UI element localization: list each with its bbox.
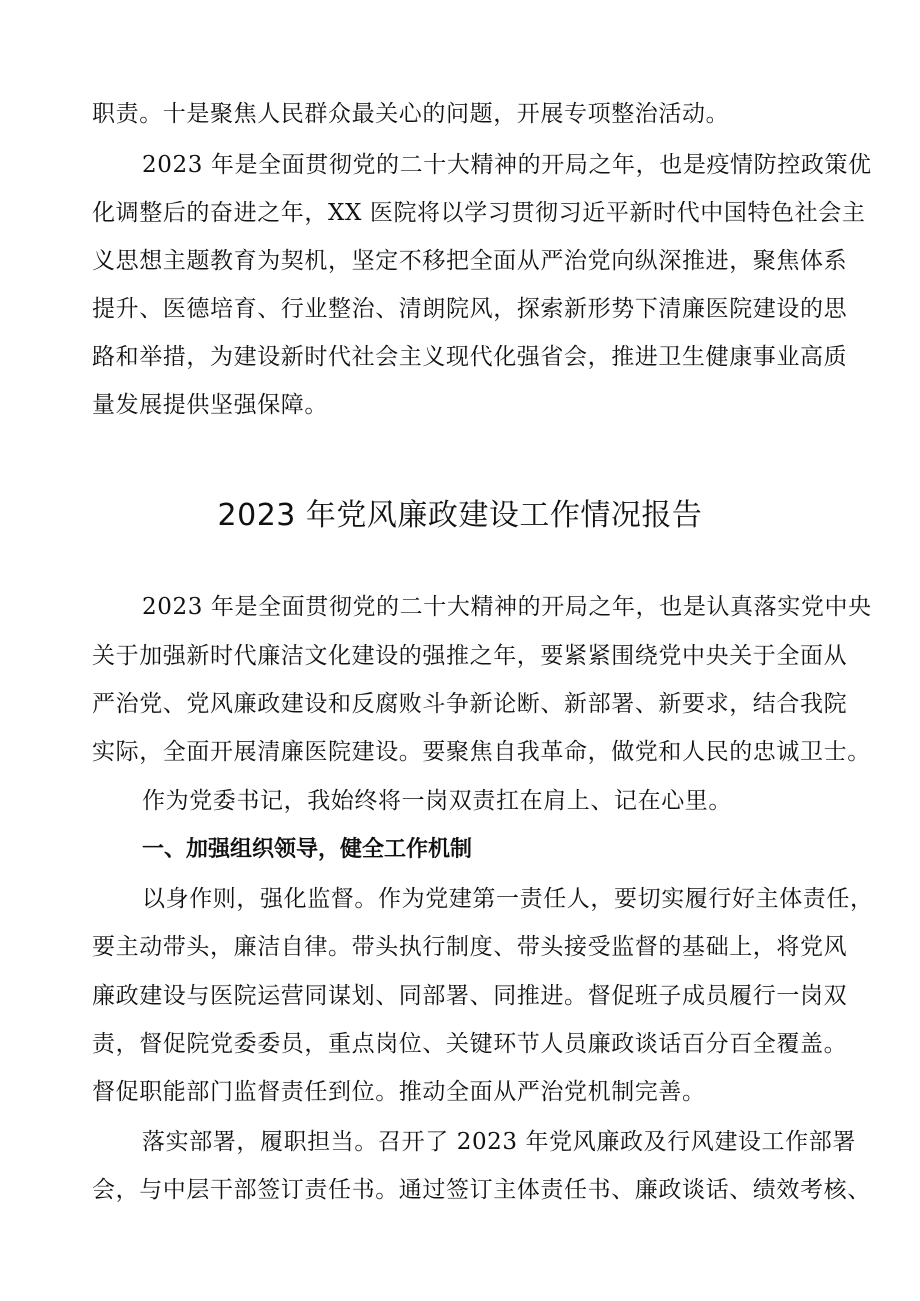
para4-line-1: 落实部署，履职担当。召开了 2023 年党风廉政及行风建设工作部署 — [142, 1129, 856, 1155]
para3-line-4: 责，督促院党委委员，重点岗位、关键环节人员廉政谈话百分百全覆盖。 — [92, 1031, 848, 1057]
intro-line-5: 提升、医德培育、行业整治、清朗院风，探索新形势下清廉医院建设的思 — [92, 296, 848, 322]
intro-line-6: 路和举措，为建设新时代社会主义现代化强省会，推进卫生健康事业高质 — [92, 344, 848, 370]
para1-line-3: 严治党、党风廉政建设和反腐败斗争新论断、新部署、新要求，结合我院 — [92, 691, 848, 717]
intro-line-1: 职责。十是聚焦人民群众最关心的问题，开展专项整治活动。 — [92, 101, 730, 127]
para1-line-1: 2023 年是全面贯彻党的二十大精神的开局之年，也是认真落实党中央 — [142, 594, 872, 620]
para4-line-2: 会，与中层干部签订责任书。通过签订主体责任书、廉政谈话、绩效考核、 — [92, 1177, 871, 1203]
intro-line-3: 化调整后的奋进之年，XX 医院将以学习贯彻习近平新时代中国特色社会主 — [92, 200, 866, 226]
intro-line-7: 量发展提供坚强保障。 — [92, 392, 328, 418]
para3-line-5: 督促职能部门监督责任到位。推动全面从严治党机制完善。 — [92, 1079, 706, 1105]
intro-line-4: 义思想主题教育为契机，坚定不移把全面从严治党向纵深推进，聚焦体系 — [92, 248, 848, 274]
report-title: 2023 年党风廉政建设工作情况报告 — [217, 498, 703, 533]
para3-line-3: 廉政建设与医院运营同谋划、同部署、同推进。督促班子成员履行一岗双 — [92, 983, 848, 1009]
para3-line-1: 以身作则，强化监督。作为党建第一责任人，要切实履行好主体责任， — [142, 886, 874, 912]
intro-line-2: 2023 年是全面贯彻党的二十大精神的开局之年，也是疫情防控政策优 — [142, 152, 872, 178]
para3-line-2: 要主动带头，廉洁自律。带头执行制度、带头接受监督的基础上，将党风 — [92, 934, 848, 960]
para2-line-1: 作为党委书记，我始终将一岗双责扛在肩上、记在心里。 — [142, 788, 732, 814]
para1-line-4: 实际，全面开展清廉医院建设。要聚焦自我革命，做党和人民的忠诚卫士。 — [92, 739, 871, 765]
section-heading-1: 一、加强组织领导，健全工作机制 — [142, 837, 473, 862]
para1-line-2: 关于加强新时代廉洁文化建设的强推之年，要紧紧围绕党中央关于全面从 — [92, 643, 848, 669]
